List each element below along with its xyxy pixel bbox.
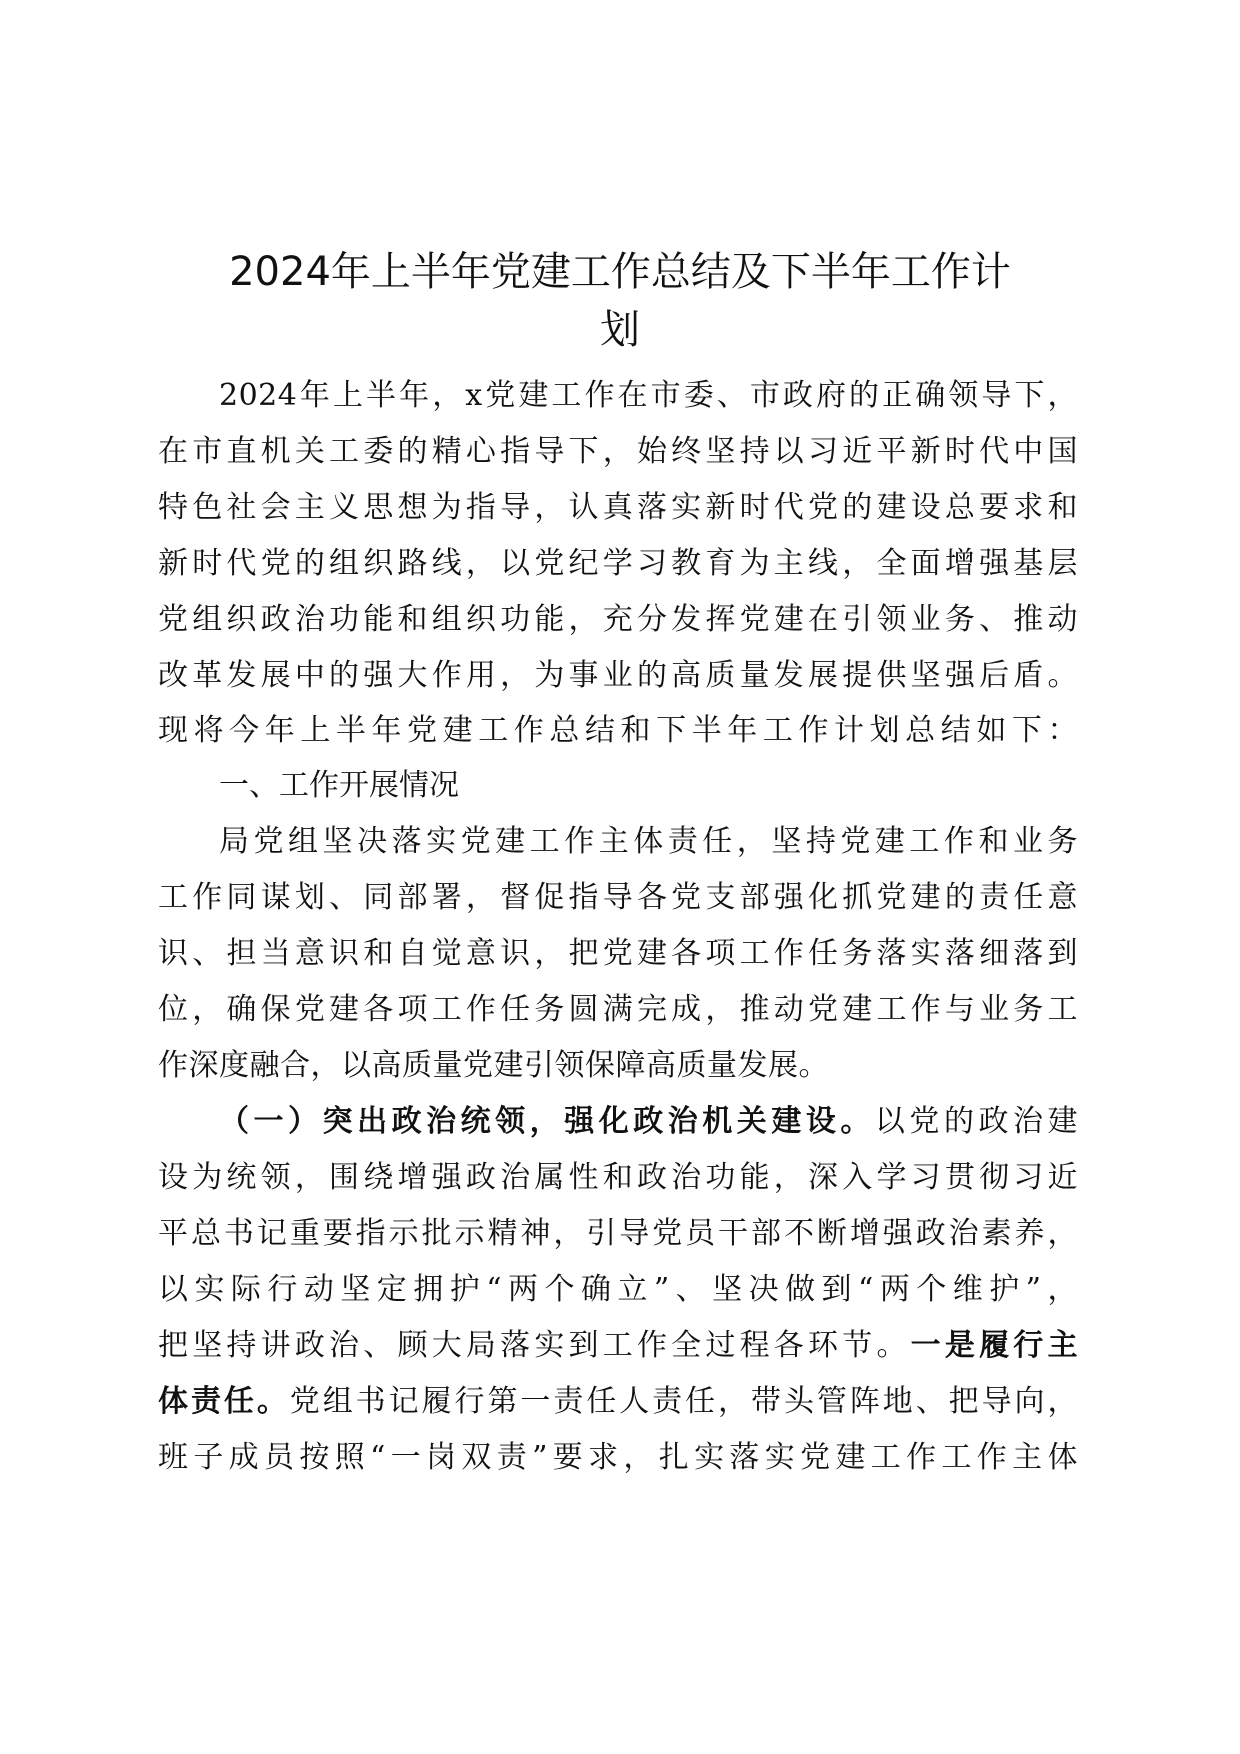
section-paragraph-line: 作深度融合，以高质量党建引领保障高质量发展。: [158, 1048, 829, 1083]
intro-paragraph-line: 特色社会主义思想为指导，认真落实新时代党的建设总要求和: [158, 490, 1078, 525]
key-point-label: 体责任。: [158, 1384, 290, 1419]
subsection-text: 把坚持讲政治、顾大局落实到工作全过程各环节。: [158, 1328, 911, 1363]
intro-paragraph-line: 新时代党的组织路线，以党纪学习教育为主线，全面增强基层: [158, 546, 1078, 581]
subsection-text: 党组书记履行第一责任人责任，带头管阵地、把导向，: [289, 1384, 1079, 1419]
subsection-paragraph-line: 设为统领，围绕增强政治属性和政治功能，深入学习贯彻习近: [158, 1160, 1078, 1195]
key-point-label: 一是履行主: [910, 1328, 1079, 1363]
subsection-text: 以党的政治建: [874, 1104, 1079, 1139]
section-paragraph-line: 位，确保党建各项工作任务圆满完成，推动党建工作与业务工: [158, 992, 1078, 1027]
subsection-paragraph-line: 班子成员按照“一岗双责”要求，扎实落实党建工作工作主体: [158, 1440, 1078, 1475]
document-title-line-1: 2024年上半年党建工作总结及下半年工作计: [229, 249, 1011, 295]
intro-paragraph-line: 在市直机关工委的精心指导下，始终坚持以习近平新时代中国: [158, 434, 1078, 469]
intro-paragraph-line: 2024年上半年，x党建工作在市委、市政府的正确领导下，: [219, 378, 1078, 413]
section-paragraph-line: 局党组坚决落实党建工作主体责任，坚持党建工作和业务: [219, 824, 1078, 859]
subsection-paragraph-line: [158, 1382, 1078, 1422]
intro-paragraph-line: 改革发展中的强大作用，为事业的高质量发展提供坚强后盾。: [158, 658, 1078, 693]
subsection-paragraph-line: [219, 1102, 1078, 1142]
document-title-line-2: 划: [600, 307, 640, 353]
subsection-paragraph-line: [158, 1326, 1078, 1366]
section-paragraph-line: 工作同谋划、同部署，督促指导各党支部强化抓党建的责任意: [158, 880, 1078, 915]
intro-paragraph-line: 现将今年上半年党建工作总结和下半年工作计划总结如下：: [158, 713, 1078, 748]
subsection-paragraph-line: 以实际行动坚定拥护“两个确立”、坚决做到“两个维护”，: [158, 1272, 1078, 1307]
section-paragraph-line: 识、担当意识和自觉意识，把党建各项工作任务落实落细落到: [158, 936, 1078, 971]
subsection-paragraph-line: 平总书记重要指示批示精神，引导党员干部不断增强政治素养，: [158, 1216, 1078, 1251]
intro-paragraph-line: 党组织政治功能和组织功能，充分发挥党建在引领业务、推动: [158, 602, 1078, 637]
section-heading: 一、工作开展情况: [219, 768, 459, 803]
subsection-heading: （一）突出政治统领，强化政治机关建设。: [219, 1104, 875, 1139]
